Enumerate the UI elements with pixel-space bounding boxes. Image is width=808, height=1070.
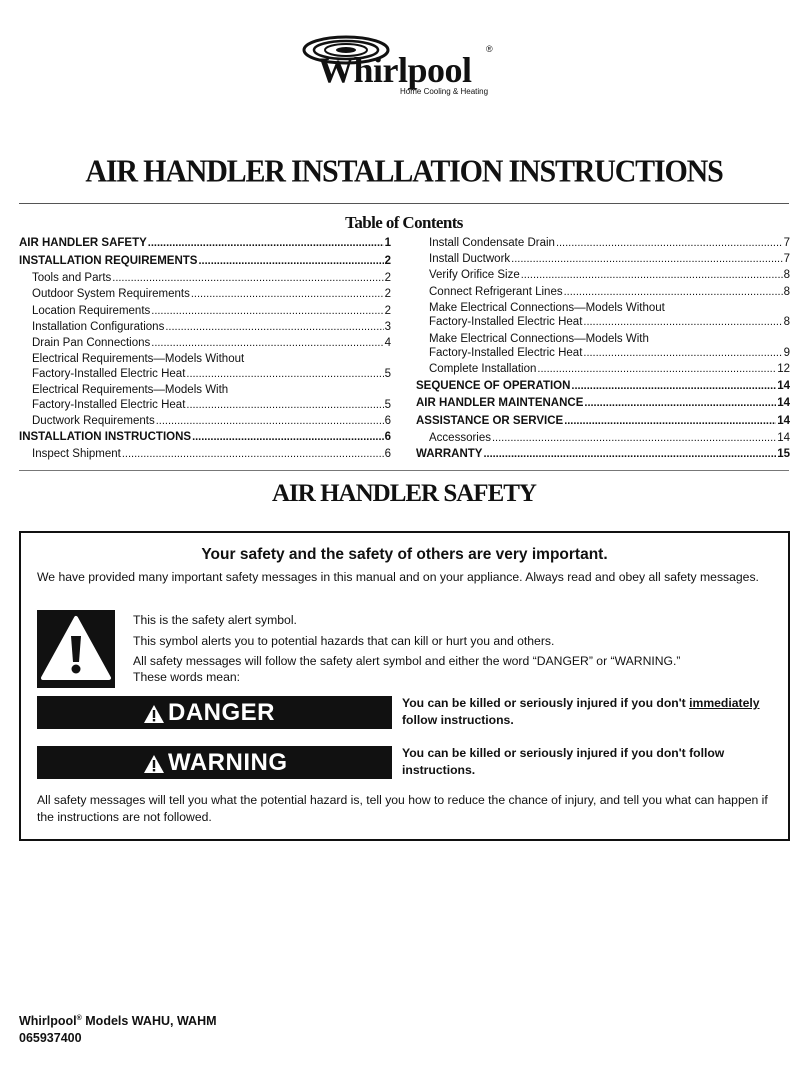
toc-entry[interactable] <box>19 414 391 429</box>
toc-leader-dots <box>122 447 384 462</box>
toc-entry-label: Outdoor System Requirements <box>32 288 190 301</box>
toc-left-column <box>19 236 391 464</box>
toc-leader-dots <box>564 414 776 430</box>
toc-entry[interactable] <box>19 430 391 446</box>
toc-entry-label-continued: Factory-Installed Electric Heat <box>429 316 583 329</box>
toc-leader-dots <box>583 346 782 361</box>
toc-entry-label: INSTALLATION INSTRUCTIONS <box>19 430 192 443</box>
title-divider <box>19 203 789 204</box>
safety-intro-text: We have provided many important safety messages in this manual and on your appliance. Always read and obey all safety messages. <box>37 570 759 584</box>
toc-entry-page: 8 <box>783 285 790 298</box>
toc-entry-label-continued: Factory-Installed Electric Heat <box>429 347 583 360</box>
toc-leader-dots <box>165 320 383 335</box>
symbol-description-3: All safety messages will follow the safety alert symbol and either the word “DANGER” or “WARNING.” <box>133 654 681 668</box>
toc-leader-dots <box>148 236 384 252</box>
toc-entry[interactable] <box>19 271 391 286</box>
toc-entry-page: 9 <box>783 347 790 360</box>
toc-entry-page: 14 <box>777 414 790 427</box>
toc-entry[interactable] <box>416 236 790 251</box>
toc-leader-dots <box>571 379 776 395</box>
warning-alert-icon <box>143 753 165 773</box>
toc-entry-label: AIR HANDLER SAFETY <box>19 237 147 249</box>
toc-entry[interactable] <box>19 447 391 462</box>
toc-leader-dots <box>112 271 383 286</box>
toc-entry-page: 2 <box>384 288 391 301</box>
brand-tagline: Home Cooling & Heating <box>400 87 489 96</box>
toc-leader-dots <box>564 285 783 300</box>
toc-leader-dots <box>483 447 776 463</box>
toc-entry-page: 12 <box>777 363 790 376</box>
toc-entry-page: 7 <box>783 253 790 266</box>
toc-leader-dots <box>198 254 383 270</box>
toc-entry-label: Install Ductwork <box>429 253 511 266</box>
danger-desc-text-end: follow instructions. <box>402 713 514 727</box>
toc-entry-label: Make Electrical Connections—Models With <box>429 332 649 345</box>
toc-entry-page: 5 <box>384 398 391 411</box>
toc-entry-label: Electrical Requirements—Models With <box>32 383 229 396</box>
toc-leader-dots <box>151 336 383 351</box>
safety-section-heading: AIR HANDLER SAFETY <box>272 480 536 507</box>
symbol-description-4: These words mean: <box>133 670 241 684</box>
danger-alert-icon <box>143 703 165 723</box>
danger-description <box>402 695 782 729</box>
toc-entry[interactable] <box>416 414 790 430</box>
toc-entry-page: 15 <box>777 448 790 461</box>
toc-entry[interactable] <box>416 332 790 361</box>
toc-entry-page: 3 <box>384 320 391 333</box>
toc-entry-label: SEQUENCE OF OPERATION <box>416 379 571 392</box>
toc-entry-page: 4 <box>384 336 391 349</box>
toc-entry-label: ASSISTANCE OR SERVICE <box>416 414 564 427</box>
footer-registered-mark: ® <box>76 1014 82 1022</box>
toc-entry[interactable] <box>19 352 391 381</box>
toc-entry[interactable] <box>416 301 790 330</box>
toc-leader-dots <box>186 398 383 413</box>
toc-entry-label-continued: Factory-Installed Electric Heat <box>32 367 186 380</box>
symbol-description-1: This is the safety alert symbol. <box>133 613 297 627</box>
toc-entry-page: 8 <box>783 269 790 282</box>
danger-desc-emphasis: immediately <box>689 696 760 710</box>
toc-entry-page: 5 <box>384 367 391 380</box>
toc-entry[interactable] <box>19 383 391 412</box>
toc-entry-label: AIR HANDLER MAINTENANCE <box>416 397 584 410</box>
toc-entry-page: 6 <box>384 448 391 461</box>
toc-entry-label: Accessories <box>429 432 491 445</box>
toc-entry-line2 <box>32 367 391 382</box>
toc-entry-label: Drain Pan Connections <box>32 336 151 349</box>
toc-entry[interactable] <box>416 362 790 377</box>
toc-entry[interactable] <box>19 304 391 319</box>
toc-leader-dots <box>583 315 782 330</box>
toc-leader-dots <box>186 367 383 382</box>
toc-leader-dots <box>192 430 384 446</box>
toc-entry-label: Installation Configurations <box>32 320 165 333</box>
warning-banner <box>37 746 392 779</box>
toc-entry-line2 <box>429 346 790 361</box>
toc-leader-dots <box>151 304 383 319</box>
document-title: AIR HANDLER INSTALLATION INSTRUCTIONS <box>85 154 723 189</box>
toc-leader-dots <box>156 414 384 429</box>
toc-entry-label: Connect Refrigerant Lines <box>429 285 563 298</box>
toc-entry[interactable] <box>416 431 790 446</box>
toc-entry-label: Make Electrical Connections—Models Without <box>429 301 665 314</box>
toc-entry[interactable] <box>416 268 790 283</box>
footer-brand: Whirlpool <box>19 1014 77 1028</box>
toc-entry-page: 14 <box>777 397 790 410</box>
symbol-description-2: This symbol alerts you to potential hazards that can kill or hurt you and others. <box>133 634 555 648</box>
toc-entry-label: Complete Installation <box>429 363 537 376</box>
toc-divider <box>19 470 789 471</box>
toc-entry-page: 2 <box>384 304 391 317</box>
toc-entry[interactable] <box>19 336 391 351</box>
safety-alert-symbol-icon <box>37 610 115 688</box>
toc-entry-label: Tools and Parts <box>32 272 112 285</box>
toc-leader-dots <box>556 236 783 251</box>
brand-name: Whirlpool <box>318 50 472 90</box>
toc-entry-label: Verify Orifice Size <box>429 269 520 282</box>
safety-box-title: Your safety and the safety of others are very important. <box>201 546 608 563</box>
safety-outro-text: All safety messages will tell you what the potential hazard is, tell you how to reduce the chance of injury, and tell you what can happen if the instructions are not followed. <box>37 793 768 824</box>
danger-label: DANGER <box>168 698 276 726</box>
toc-entry-page: 6 <box>384 430 391 443</box>
toc-entry[interactable] <box>19 236 391 252</box>
toc-entry[interactable] <box>19 320 391 335</box>
warning-description: You can be killed or seriously injured if you don't follow instructions. <box>402 746 725 777</box>
footer-part-number: 065937400 <box>19 1031 82 1045</box>
toc-entry-label: INSTALLATION REQUIREMENTS <box>19 254 198 267</box>
toc-entry[interactable] <box>19 254 391 270</box>
toc-leader-dots <box>521 268 783 283</box>
toc-entry-page: 7 <box>783 237 790 249</box>
toc-entry[interactable] <box>416 379 790 395</box>
toc-entry[interactable] <box>416 285 790 300</box>
footer-models-text: Models WAHU, WAHM <box>81 1014 217 1028</box>
toc-entry-label: Install Condensate Drain <box>429 237 555 249</box>
toc-leader-dots <box>584 396 776 412</box>
toc-entry-page: 6 <box>384 414 391 427</box>
toc-entry[interactable] <box>416 252 790 267</box>
toc-right-column <box>416 236 790 465</box>
toc-entry-page: 2 <box>384 254 391 267</box>
toc-entry-label: WARRANTY <box>416 448 483 461</box>
toc-entry-page: 14 <box>777 432 790 445</box>
toc-entry[interactable] <box>416 396 790 412</box>
brand-logo <box>300 30 510 100</box>
toc-entry-line2 <box>429 315 790 330</box>
toc-entry-label: Location Requirements <box>32 304 151 317</box>
toc-entry-label: Electrical Requirements—Models Without <box>32 353 245 366</box>
toc-entry-label: Inspect Shipment <box>32 448 121 461</box>
toc-entry-page: 2 <box>384 272 391 285</box>
toc-leader-dots <box>537 362 776 377</box>
danger-banner <box>37 696 392 729</box>
toc-title: Table of Contents <box>345 213 463 232</box>
toc-entry[interactable] <box>19 287 391 302</box>
toc-entry-page: 8 <box>783 316 790 329</box>
toc-leader-dots <box>191 287 384 302</box>
warning-label: WARNING <box>168 748 288 776</box>
toc-entry-label: Ductwork Requirements <box>32 414 155 427</box>
toc-entry[interactable] <box>416 447 790 463</box>
toc-entry-page: 14 <box>777 379 790 392</box>
brand-registered-mark: ® <box>486 44 493 54</box>
footer-models <box>19 1014 217 1028</box>
toc-leader-dots <box>492 431 776 446</box>
toc-entry-label-continued: Factory-Installed Electric Heat <box>32 398 186 411</box>
safety-notice-box <box>19 531 790 841</box>
toc-entry-line2 <box>32 398 391 413</box>
toc-leader-dots <box>511 252 782 267</box>
danger-desc-text: You can be killed or seriously injured if you don't <box>402 696 690 710</box>
toc-entry-page: 1 <box>384 237 391 249</box>
